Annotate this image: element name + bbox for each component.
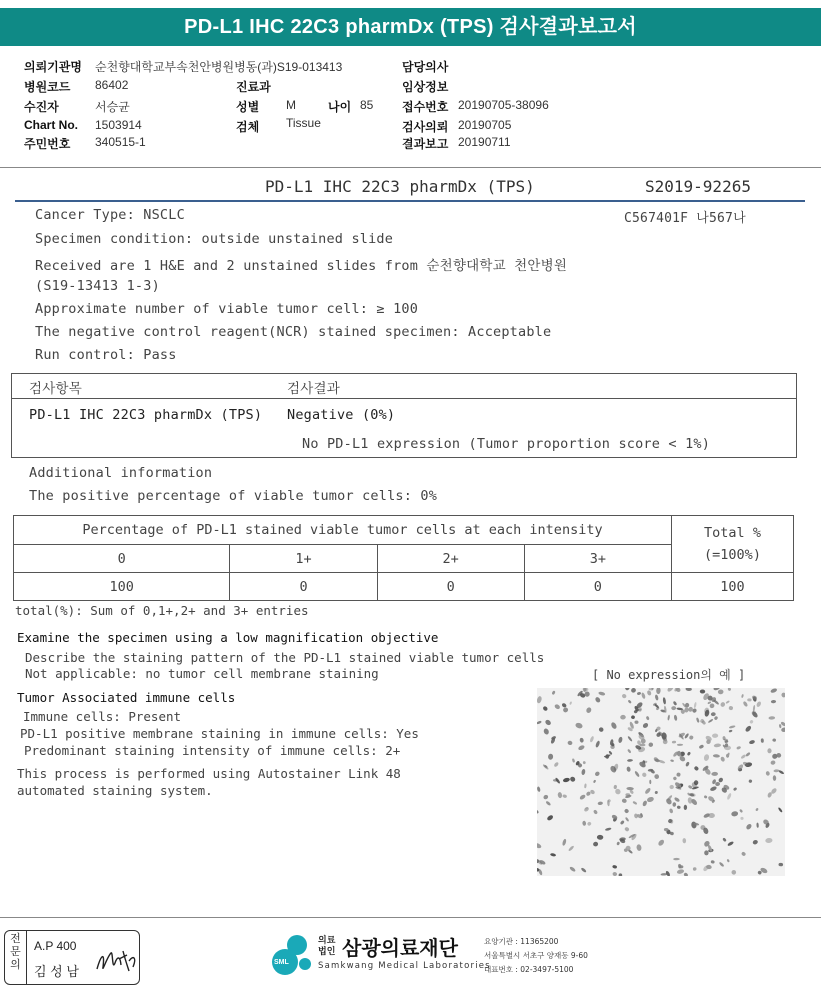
clinical-label: 임상정보 (402, 80, 449, 94)
stamp-side-label (5, 931, 27, 984)
cell-nucleus (714, 743, 722, 747)
cell-nucleus (672, 802, 676, 807)
cell-nucleus (689, 735, 694, 740)
cell-nucleus (598, 691, 605, 696)
process-line: automated staining system. (17, 783, 213, 798)
cell-nucleus (726, 859, 729, 863)
hospital-code-label: 병원코드 (24, 80, 71, 94)
cell-nucleus (581, 867, 587, 873)
cell-nucleus (542, 705, 548, 711)
dept-label: 진료과 (236, 80, 271, 94)
cell-nucleus (672, 741, 676, 744)
cell-nucleus (593, 809, 598, 815)
cell-nucleus (674, 797, 681, 803)
cell-nucleus (612, 865, 617, 869)
cell-nucleus (624, 826, 630, 832)
cell-nucleus (553, 761, 559, 767)
cell-nucleus (585, 707, 592, 714)
cell-nucleus (537, 720, 542, 724)
cell-nucleus (700, 689, 706, 693)
chart-label: Chart No. (24, 118, 78, 132)
microscopy-example-image (537, 688, 785, 876)
cell-nucleus (644, 787, 651, 795)
age-value: 85 (360, 98, 374, 112)
cell-nucleus (751, 695, 757, 701)
test-title-line (15, 171, 805, 202)
cell-nucleus (683, 872, 688, 876)
total-header-line1: Total % (704, 525, 761, 541)
cell-nucleus (543, 728, 550, 736)
sex-value: M (286, 98, 296, 112)
intensity-col-2: 2+ (377, 545, 524, 573)
institution-value: 순천향대학교부속천안병원병동(과)S19-013413 (95, 60, 343, 74)
resident-value: 340515-1 (95, 135, 146, 149)
cell-nucleus (589, 736, 594, 743)
patient-value: 서승균 (95, 100, 130, 114)
cell-nucleus (718, 689, 724, 694)
cell-nucleus (729, 725, 736, 729)
intensity-value-2: 0 (377, 573, 524, 601)
cell-nucleus (713, 754, 720, 758)
table-footnote: total(%): Sum of 0,1+,2+ and 3+ entries (15, 603, 309, 618)
test-name: PD-L1 IHC 22C3 pharmDx (TPS) (265, 177, 535, 196)
result-value: Negative (0%) (287, 407, 396, 423)
cell-nucleus (677, 805, 681, 809)
cell-nucleus (641, 692, 646, 699)
logo-name: 삼광의료재단 (342, 936, 458, 960)
cell-nucleus (731, 811, 739, 817)
cell-nucleus (749, 740, 756, 745)
cell-nucleus (665, 797, 673, 805)
cell-nucleus (687, 797, 692, 804)
receipt-label: 접수번호 (402, 100, 449, 114)
cell-nucleus (543, 794, 549, 800)
cell-nucleus (729, 729, 733, 732)
report-header (0, 50, 821, 168)
receipt-value: 20190705-38096 (458, 98, 549, 112)
result-item: PD-L1 IHC 22C3 pharmDx (TPS) (29, 407, 263, 423)
cell-nucleus (627, 736, 633, 742)
cell-nucleus (548, 754, 553, 760)
pathologist-name: 김 성 남 (34, 964, 79, 979)
cell-nucleus (745, 823, 752, 830)
cell-nucleus (720, 701, 726, 707)
cell-nucleus (557, 792, 562, 799)
logo-info-line: 요양기관 : 11365200 (484, 937, 559, 946)
immune-heading: Tumor Associated immune cells (17, 690, 236, 705)
cell-nucleus (655, 694, 659, 701)
cell-nucleus (583, 688, 587, 692)
company-logo (270, 928, 590, 988)
intensity-value-3: 0 (524, 573, 671, 601)
cell-nucleus (563, 777, 571, 783)
cell-nucleus (781, 692, 785, 698)
info-line: Approximate number of viable tumor cell: ≥ 100 (35, 301, 419, 317)
logo-legal-1: 의료 (318, 936, 336, 946)
cell-nucleus (727, 841, 734, 847)
cell-nucleus (748, 779, 752, 783)
specimen-value: Tissue (286, 116, 321, 130)
cell-nucleus (616, 841, 620, 845)
cell-nucleus (772, 738, 776, 742)
cell-nucleus (569, 866, 576, 873)
request-value: 20190705 (458, 118, 512, 132)
cell-nucleus (684, 805, 687, 810)
cell-nucleus (583, 761, 586, 764)
cell-nucleus (728, 706, 733, 711)
logo-badge: SML (274, 959, 289, 966)
cell-nucleus (714, 716, 719, 721)
hospital-code-value: 86402 (95, 78, 129, 92)
cell-nucleus (736, 746, 741, 750)
process-line: This process is performed using Autostainer Link 48 (17, 766, 401, 781)
patient-label: 수진자 (24, 100, 59, 114)
cell-nucleus (719, 861, 725, 867)
cell-nucleus (626, 787, 634, 791)
cell-nucleus (773, 775, 777, 781)
cell-nucleus (767, 748, 771, 753)
examine-line: Describe the staining pattern of the PD-L1 stained viable tumor cells (25, 650, 545, 665)
cell-nucleus (646, 796, 654, 803)
cell-nucleus (727, 688, 731, 691)
cell-nucleus (642, 722, 649, 729)
cell-nucleus (740, 754, 746, 760)
cell-nucleus (626, 766, 631, 772)
cell-nucleus (653, 773, 659, 779)
intensity-col-0: 0 (14, 545, 230, 573)
doctor-label: 담당의사 (402, 60, 449, 74)
cell-nucleus (676, 869, 684, 875)
cell-nucleus (677, 744, 683, 746)
sex-label: 성별 (236, 100, 260, 114)
cell-nucleus (636, 844, 642, 851)
cell-nucleus (575, 722, 584, 729)
additional-heading: Additional information (29, 465, 213, 481)
info-line: Run control: Pass (35, 347, 177, 363)
cell-nucleus (781, 727, 785, 733)
cell-nucleus (673, 701, 678, 706)
cell-nucleus (613, 785, 617, 790)
cell-nucleus (594, 771, 600, 777)
cell-nucleus (634, 770, 640, 777)
cell-nucleus (687, 751, 691, 756)
cell-nucleus (768, 716, 775, 720)
cell-nucleus (569, 701, 572, 705)
info-line: (S19-13413 1-3) (35, 278, 160, 294)
resident-label: 주민번호 (24, 137, 71, 151)
cell-nucleus (610, 721, 617, 729)
immune-line: Immune cells: Present (23, 709, 182, 724)
cell-nucleus (699, 744, 705, 749)
cell-nucleus (749, 719, 754, 724)
cell-nucleus (704, 795, 708, 799)
pathologist-code: A.P 400 (34, 939, 77, 953)
cell-nucleus (561, 702, 567, 708)
cell-nucleus (773, 769, 779, 772)
logo-english: Samkwang Medical Laboratories (318, 961, 491, 971)
cell-nucleus (711, 712, 716, 716)
cell-nucleus (593, 779, 596, 783)
cell-nucleus (682, 838, 686, 843)
total-header-line2: (=100%) (704, 547, 761, 563)
cell-nucleus (720, 756, 726, 762)
cell-nucleus (537, 696, 542, 704)
cell-nucleus (752, 839, 758, 845)
cell-nucleus (593, 841, 599, 847)
test-code: C567401F 나567나 (624, 211, 746, 226)
cell-nucleus (742, 701, 748, 708)
cell-nucleus (579, 737, 584, 743)
cell-nucleus (620, 715, 626, 720)
cell-nucleus (550, 853, 556, 857)
cell-nucleus (761, 738, 764, 743)
cell-nucleus (619, 873, 623, 876)
cell-nucleus (741, 694, 744, 698)
cell-nucleus (642, 800, 648, 807)
cell-nucleus (744, 725, 752, 733)
cell-nucleus (694, 765, 700, 771)
cell-nucleus (703, 754, 710, 762)
cell-nucleus (745, 752, 750, 757)
cell-nucleus (656, 688, 661, 694)
intensity-col-3: 3+ (524, 545, 671, 573)
intensity-value-1: 0 (230, 573, 377, 601)
cell-nucleus (755, 808, 759, 812)
cell-nucleus (584, 783, 587, 788)
intensity-table (13, 515, 794, 601)
cell-nucleus (627, 749, 632, 754)
cell-nucleus (545, 800, 551, 806)
result-header-row (12, 374, 796, 399)
sml-logo-icon (270, 932, 314, 978)
cell-nucleus (673, 858, 680, 861)
cell-nucleus (597, 835, 604, 840)
cell-nucleus (648, 742, 654, 748)
cell-nucleus (627, 759, 633, 762)
cell-nucleus (669, 785, 674, 790)
cell-nucleus (618, 736, 623, 743)
cell-nucleus (641, 772, 647, 778)
cell-nucleus (631, 715, 636, 720)
info-line: Cancer Type: NSCLC (35, 207, 185, 223)
stamp-side-char: 문 (10, 946, 21, 958)
cell-nucleus (634, 813, 639, 819)
cell-nucleus (778, 863, 783, 867)
intensity-col-1: 1+ (230, 545, 377, 573)
footer-divider (0, 917, 821, 918)
cell-nucleus (587, 821, 592, 826)
cell-nucleus (779, 724, 782, 728)
cell-nucleus (562, 707, 569, 714)
immune-line: PD-L1 positive membrane staining in immune cells: Yes (20, 726, 419, 741)
cell-nucleus (621, 693, 627, 699)
result-note: No PD-L1 expression (Tumor proportion score < 1%) (302, 436, 711, 452)
info-line: The negative control reagent(NCR) stained specimen: Acceptable (35, 324, 552, 340)
signature-image (93, 945, 141, 979)
cell-nucleus (649, 780, 651, 784)
cell-nucleus (765, 771, 770, 777)
cell-nucleus (739, 809, 743, 813)
cell-nucleus (646, 716, 650, 721)
cell-nucleus (637, 692, 642, 696)
test-id: S2019-92265 (645, 177, 751, 196)
cell-nucleus (696, 717, 700, 723)
cell-nucleus (572, 758, 576, 763)
cell-nucleus (578, 744, 586, 751)
report-date-value: 20190711 (458, 135, 511, 149)
cell-nucleus (708, 718, 714, 723)
cell-nucleus (594, 696, 601, 703)
cell-nucleus (666, 688, 674, 693)
cell-nucleus (537, 810, 539, 814)
cell-nucleus (595, 740, 601, 748)
examine-heading: Examine the specimen using a low magnification objective (17, 630, 439, 645)
cell-nucleus (562, 794, 567, 798)
cell-nucleus (693, 867, 697, 871)
pathologist-stamp (4, 930, 140, 985)
cell-nucleus (634, 720, 638, 724)
cell-nucleus (544, 719, 552, 726)
logo-info-line: 대표번호 : 02-3497-5100 (484, 965, 574, 974)
cell-nucleus (630, 688, 637, 694)
stamp-side-char: 의 (10, 959, 21, 971)
cell-nucleus (765, 838, 773, 844)
info-line: Specimen condition: outside unstained slide (35, 231, 394, 247)
cell-nucleus (712, 733, 718, 738)
cell-nucleus (620, 820, 625, 825)
cell-nucleus (608, 750, 612, 755)
cell-nucleus (579, 794, 586, 801)
cell-nucleus (568, 845, 575, 852)
cell-nucleus (725, 700, 730, 704)
cell-nucleus (624, 688, 630, 691)
cell-nucleus (771, 700, 776, 704)
stamp-side-char: 전 (10, 933, 21, 945)
cell-nucleus (711, 860, 715, 864)
specimen-label: 검체 (236, 120, 260, 134)
cell-nucleus (722, 837, 727, 842)
cell-nucleus (632, 801, 637, 805)
info-line: Received are 1 H&E and 2 unstained slides from 순천향대학교 천안병원 (35, 258, 568, 274)
cell-nucleus (770, 688, 778, 694)
chart-value: 1503914 (95, 118, 142, 132)
cell-nucleus (747, 698, 751, 701)
cell-nucleus (598, 727, 604, 733)
cell-nucleus (669, 808, 674, 814)
cell-nucleus (740, 817, 743, 820)
result-box (11, 373, 797, 458)
cell-nucleus (654, 791, 658, 795)
cell-nucleus (612, 871, 617, 876)
age-label: 나이 (328, 100, 352, 114)
image-caption: [ No expression의 예 ] (592, 668, 746, 682)
cell-nucleus (657, 839, 665, 847)
cell-nucleus (582, 821, 586, 826)
cell-nucleus (726, 793, 732, 801)
institution-label: 의뢰기관명 (24, 60, 82, 74)
cell-nucleus (715, 782, 720, 786)
cell-nucleus (537, 786, 541, 792)
cell-nucleus (756, 701, 762, 708)
result-header: 검사결과 (287, 381, 340, 397)
cell-nucleus (625, 817, 630, 822)
cell-nucleus (581, 769, 586, 776)
cell-nucleus (770, 760, 776, 765)
cell-nucleus (673, 776, 678, 781)
report-date-label: 결과보고 (402, 137, 449, 151)
examine-line: Not applicable: no tumor cell membrane staining (25, 666, 379, 681)
cell-nucleus (711, 772, 718, 776)
cell-nucleus (778, 807, 783, 813)
cell-nucleus (676, 772, 681, 777)
additional-line: The positive percentage of viable tumor cells: 0% (29, 488, 438, 504)
cell-nucleus (671, 706, 676, 710)
cell-nucleus (733, 787, 738, 791)
request-label: 검사의뢰 (402, 120, 449, 134)
intensity-table-header: Percentage of PD-L1 stained viable tumor cells at each intensity (14, 516, 672, 545)
immune-line: Predominant staining intensity of immune cells: 2+ (24, 743, 401, 758)
cell-nucleus (694, 702, 697, 708)
cell-nucleus (554, 703, 561, 710)
intensity-total: 100 (672, 573, 794, 601)
cell-nucleus (667, 715, 670, 721)
cell-nucleus (598, 801, 604, 805)
intensity-value-0: 100 (14, 573, 230, 601)
cell-nucleus (551, 690, 555, 695)
cell-nucleus (537, 842, 542, 849)
cell-nucleus (569, 776, 576, 783)
cell-nucleus (567, 740, 573, 746)
cell-nucleus (646, 690, 651, 696)
cell-nucleus (731, 869, 737, 875)
cell-nucleus (704, 850, 708, 855)
cell-nucleus (562, 838, 567, 846)
cell-nucleus (756, 823, 759, 828)
total-header (672, 516, 794, 573)
cell-nucleus (628, 699, 632, 703)
logo-legal-2: 법인 (318, 947, 336, 957)
cell-nucleus (685, 761, 690, 767)
cell-nucleus (621, 798, 627, 803)
item-header: 검사항목 (29, 381, 82, 397)
cell-nucleus (662, 697, 666, 705)
cell-nucleus (670, 759, 674, 762)
cell-nucleus (741, 851, 747, 856)
cell-nucleus (605, 827, 612, 831)
report-title: PD-L1 IHC 22C3 pharmDx (TPS) 검사결과보고서 (0, 8, 821, 46)
cell-nucleus (710, 786, 718, 792)
cell-nucleus (624, 808, 630, 814)
logo-info-line: 서울특별시 서초구 양재동 9-60 (484, 951, 588, 960)
cell-nucleus (674, 715, 678, 721)
cell-nucleus (685, 688, 692, 691)
cell-nucleus (546, 814, 554, 821)
